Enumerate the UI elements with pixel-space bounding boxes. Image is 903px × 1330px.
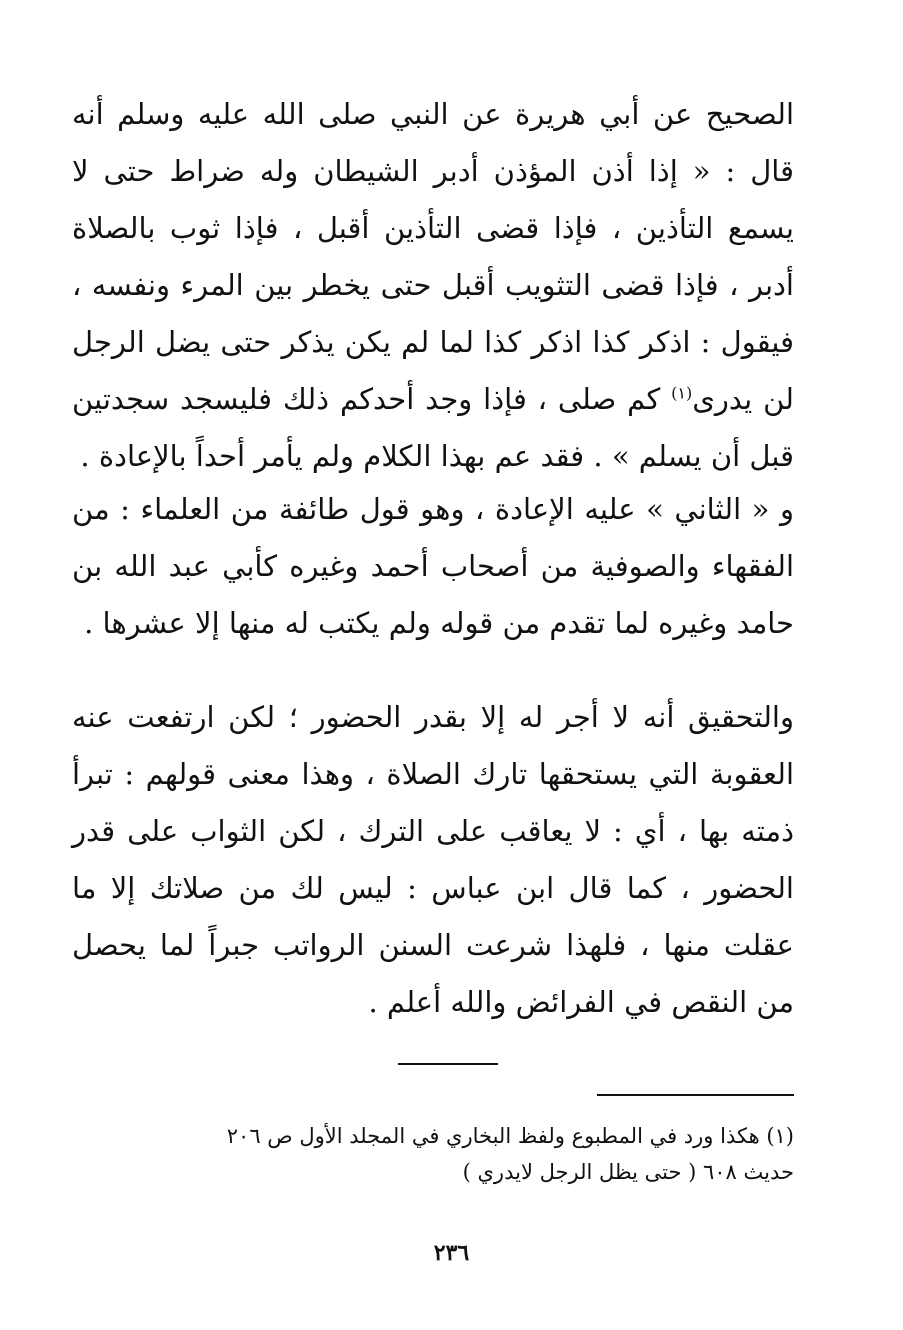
footnote-separator [597, 1094, 794, 1096]
paragraph-1-text-before-note: الصحيح عن أبي هريرة عن النبي صلى الله عليه وسلم أنه قال : « إذا أذن المؤذن أدبر الشيطان وله ضراط حتى لا يسمع التأذين ، فإذا قضى التأذين أقبل ، فإذا ثوب بالصلاة أدبر ، فإذا قضى التثويب أقبل حتى يخطر بين المرء ونفسه ، فيقول : اذكر كذا اذكر كذا لما لم يكن يذكر حتى يضل الرجل لن يدرى [72, 97, 794, 416]
paragraph-1-text-after-note: كم صلى ، فإذا وجد أحدكم ذلك فليسجد سجدتين قبل أن يسلم » . فقد عم بهذا الكلام ولم يأمر أحداً بالإعادة . [72, 382, 794, 473]
body-paragraph-2: و « الثاني » عليه الإعادة ، وهو قول طائفة من العلماء : من الفقهاء والصوفية من أصحاب أحمد وغيره كأبي عبد الله بن حامد وغيره لما تقدم من قوله ولم يكتب له منها إلا عشرها . [72, 492, 794, 640]
footnote-line-2: حديث ٦٠٨ ( حتى يظل الرجل لايدري ) [462, 1160, 794, 1184]
body-paragraph-1 [72, 86, 794, 485]
body-paragraph-3: والتحقيق أنه لا أجر له إلا بقدر الحضور ؛ لكن ارتفعت عنه العقوبة التي يستحقها تارك الصلاة ، وهذا معنى قولهم : تبرأ ذمته بها ، أي : لا يعاقب على الترك ، لكن الثواب على قدر الحضور ، كما قال ابن عباس : ليس لك من صلاتك إلا ما عقلت منها ، فلهذا شرعت السنن الرواتب جبراً لما يحصل من النقص في الفرائض والله أعلم . [72, 700, 795, 1019]
page-number: ٢٣٦ [433, 1240, 470, 1266]
section-separator [398, 1063, 498, 1065]
footnote-marker: (١) [671, 383, 693, 403]
footnote-line-1: (١) هكذا ورد في المطبوع ولفظ البخاري في المجلد الأول ص ٢٠٦ [226, 1124, 794, 1148]
footnote [140, 1118, 794, 1190]
